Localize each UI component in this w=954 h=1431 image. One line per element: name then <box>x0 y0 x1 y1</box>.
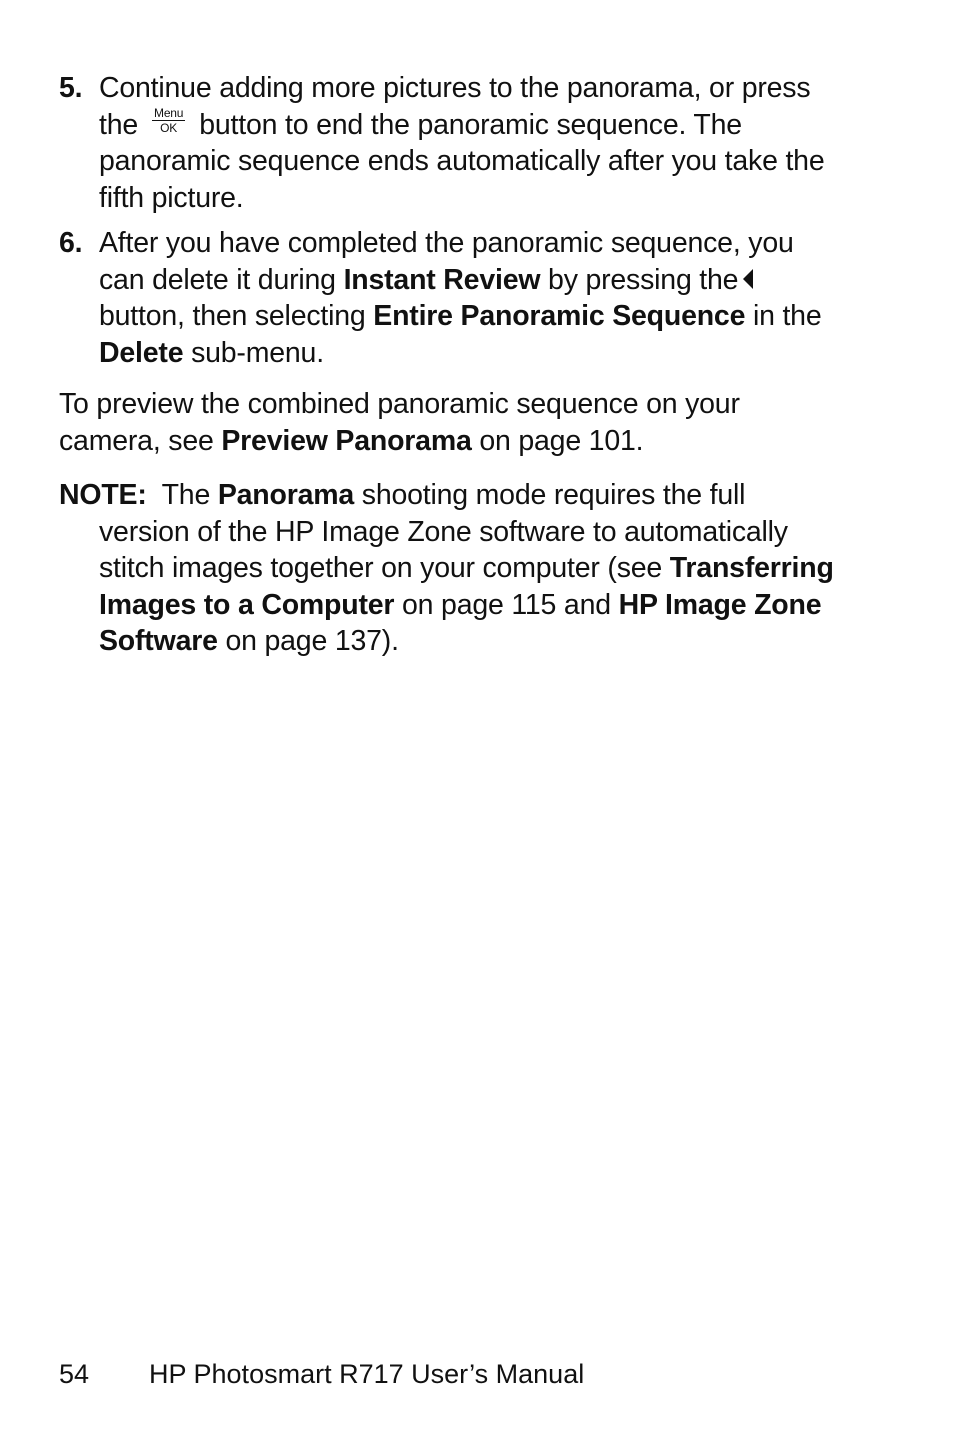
note-label: NOTE: <box>59 479 147 511</box>
paragraph-text: To preview the combined panoramic sequence on your camera, see <box>59 388 740 457</box>
delete-term: Delete <box>99 336 184 369</box>
instant-review-term: Instant Review <box>343 263 541 296</box>
paragraph-text: on page 101. <box>479 424 644 457</box>
step-5 <box>59 70 834 216</box>
step-text: Continue adding more pictures to the panorama, or press the <box>99 72 811 141</box>
page-number: 54 <box>59 1359 90 1389</box>
step-number: 6. <box>59 227 83 259</box>
entire-panoramic-sequence-term: Entire Panoramic Sequence <box>373 300 746 332</box>
left-arrow-button-icon <box>742 268 754 290</box>
step-text: button, then selecting <box>99 300 366 332</box>
panorama-term: Panorama <box>217 479 355 511</box>
preview-panorama-link[interactable]: Preview Panorama <box>221 424 472 457</box>
menu-ok-button-icon <box>152 106 185 136</box>
note-text: shooting mode requires the full version of the HP Image Zone software to automatically stitch images together on your computer (see <box>99 479 788 584</box>
manual-title: HP Photosmart R717 User’s Manual <box>149 1359 585 1389</box>
step-text: button to end the panoramic sequence. The panoramic sequence ends automatically after you take the fifth picture. <box>99 108 825 214</box>
step-number: 5. <box>59 72 83 104</box>
step-text: sub-menu. <box>191 336 324 369</box>
step-6 <box>59 225 834 371</box>
step-text: After you have completed the panoramic sequence, you can delete it during <box>99 227 794 296</box>
note-text: on page 115 and <box>402 588 611 621</box>
preview-paragraph <box>59 386 834 459</box>
transferring-images-link[interactable]: Transferring Images to a Computer <box>99 552 834 621</box>
ok-label: OK <box>160 121 178 136</box>
hp-image-zone-software-link[interactable]: HP Image Zone Software <box>99 588 822 657</box>
note-text: on page 137). <box>225 625 399 657</box>
page-content <box>59 70 834 660</box>
note-text: The <box>161 479 211 511</box>
note-block <box>59 477 834 660</box>
menu-label: Menu <box>154 106 184 121</box>
step-text: by pressing the <box>548 263 739 296</box>
step-text: in the <box>752 300 822 332</box>
page-footer <box>59 1356 584 1392</box>
